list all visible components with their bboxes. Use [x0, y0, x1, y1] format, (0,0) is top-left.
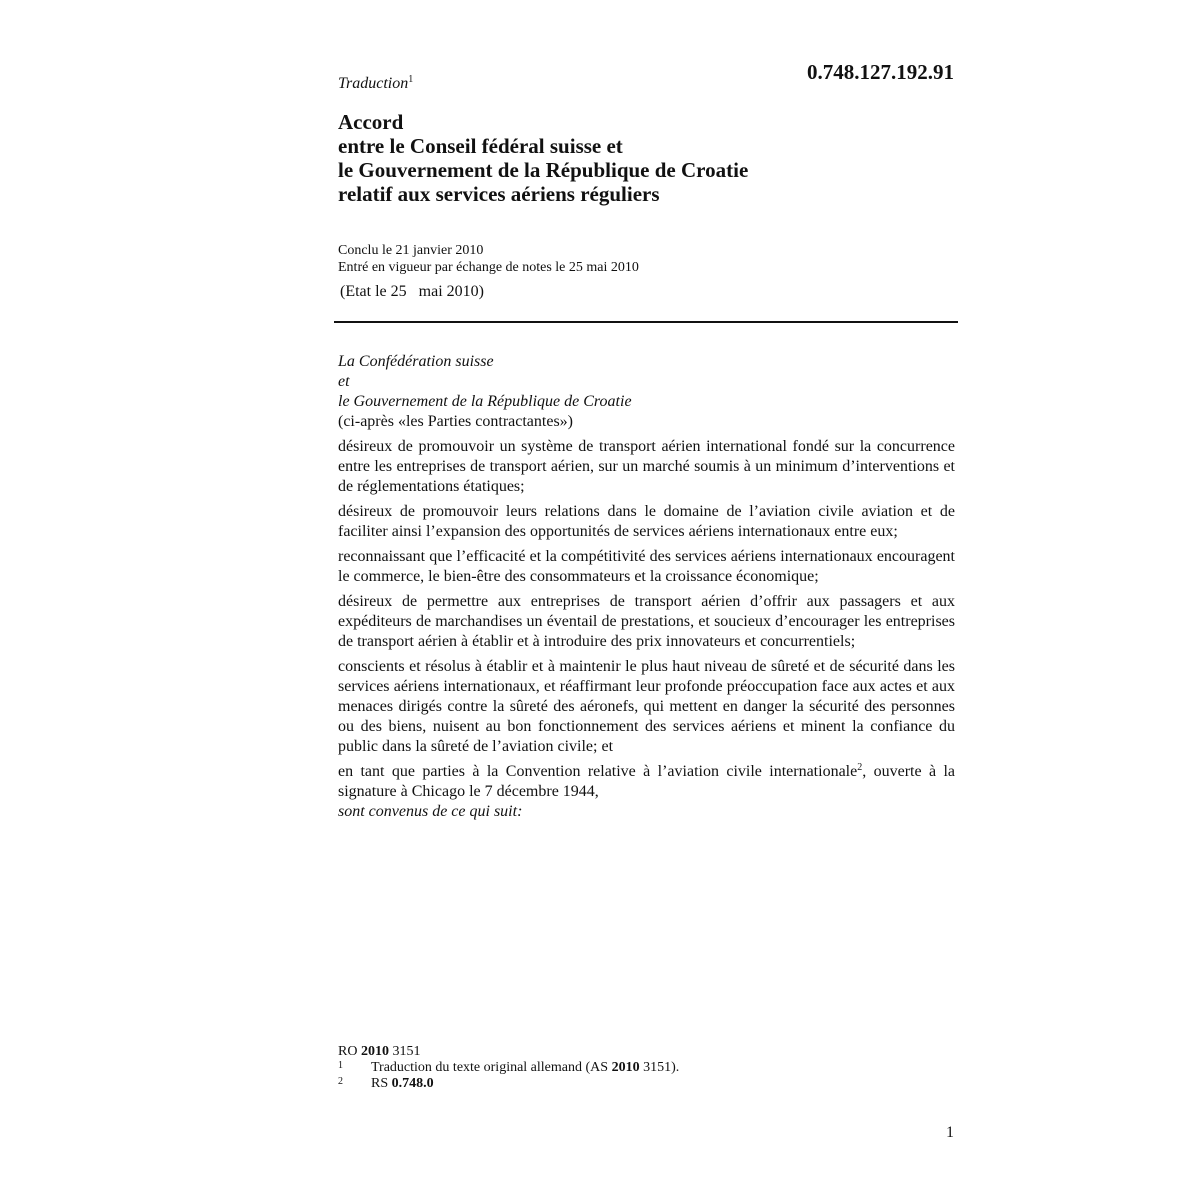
party-croatia: le Gouvernement de la République de Croatie — [338, 393, 632, 410]
party-conjunction: et — [338, 373, 350, 390]
title-line: le Gouvernement de la République de Croatie — [338, 158, 749, 182]
footnote-number: 1 — [338, 1060, 343, 1071]
footnote-text — [371, 1076, 434, 1092]
ro-prefix: RO — [338, 1044, 361, 1059]
footnotes — [338, 1044, 679, 1092]
preamble-paragraph: désireux de permettre aux entreprises de transport aérien d’offrir aux passagers et aux expéditeurs de marchandises un éventail de prestations, et soucieux d’encourager les entreprises de transport aérien à établir et à introduire des prix innovateurs et concurrentiels; — [338, 593, 955, 650]
footnote-1 — [338, 1060, 679, 1076]
convention-paragraph — [338, 762, 955, 802]
closing-formula: sont convenus de ce qui suit: — [338, 803, 523, 820]
footnote-text-part: 3151). — [639, 1060, 680, 1075]
entry-into-force-date: Entré en vigueur par échange de notes le 25 mai 2010 — [338, 260, 639, 275]
footnote-text-part: Traduction du texte original allemand (AS — [371, 1060, 612, 1075]
party-confederation: La Confédération suisse — [338, 353, 494, 370]
document-title — [338, 110, 958, 206]
footnote-2 — [338, 1076, 679, 1092]
page-number: 1 — [946, 1124, 954, 1141]
footnote-bold: 2010 — [611, 1060, 640, 1075]
preamble — [338, 352, 955, 822]
translation-label — [338, 74, 413, 93]
header-divider — [334, 321, 958, 323]
document-number: 0.748.127.192.91 — [807, 60, 954, 84]
footnote-ref-2[interactable]: 2 — [857, 762, 863, 773]
title-line: entre le Conseil fédéral suisse et — [338, 134, 623, 158]
ro-reference — [338, 1044, 679, 1060]
preamble-paragraph: reconnaissant que l’efficacité et la compétitivité des services aériens internationaux encouragent le commerce, le bien-être des consommateurs et la croissance économique; — [338, 548, 955, 585]
convention-text-end: , ouverte à la signature à Chicago le 7 décembre 1944, — [338, 763, 956, 800]
footnote-text — [371, 1060, 679, 1076]
preamble-paragraph: conscients et résolus à établir et à maintenir le plus haut niveau de sûreté et de sécurité dans les services aériens internationaux, et réaffirmant leur profonde préoccupation face aux actes et aux menaces dirigés contre la sûreté des aéronefs, qui mettent en danger la sécurité des personnes ou des biens, nuisent au bon fonctionnement des services aériens et minent la confiance du public dans la sûreté de l’aviation civile; et — [338, 658, 955, 755]
footnote-text-part: RS — [371, 1076, 392, 1091]
preamble-paragraph: désireux de promouvoir un système de transport aérien international fondé sur la concurrence entre les entreprises de transport aérien, sur un marché soumis à un minimum d’interventions et de réglementations étatiques; — [338, 438, 955, 495]
ro-year: 2010 — [360, 1044, 389, 1059]
footnote-ref-1[interactable]: 1 — [408, 74, 414, 85]
ro-page: 3151 — [388, 1044, 421, 1059]
footnote-bold: 0.748.0 — [391, 1076, 434, 1091]
date-info — [338, 242, 639, 276]
translation-label-text: Traduction — [338, 75, 409, 92]
title-line: Accord — [338, 110, 404, 134]
parties-definition: (ci-après «les Parties contractantes») — [338, 413, 574, 430]
concluded-date: Conclu le 21 janvier 2010 — [338, 243, 484, 258]
preamble-paragraph: désireux de promouvoir leurs relations dans le domaine de l’aviation civile aviation et de faciliter ainsi l’expansion des opportunités de services aériens internationaux entre eux; — [338, 503, 955, 540]
title-line: relatif aux services aériens réguliers — [338, 182, 660, 206]
footnote-number: 2 — [338, 1076, 343, 1087]
status-date: (Etat le 25 mai 2010) — [340, 283, 484, 300]
convention-text: en tant que parties à la Convention relative à l’aviation civile internationale — [338, 763, 858, 780]
